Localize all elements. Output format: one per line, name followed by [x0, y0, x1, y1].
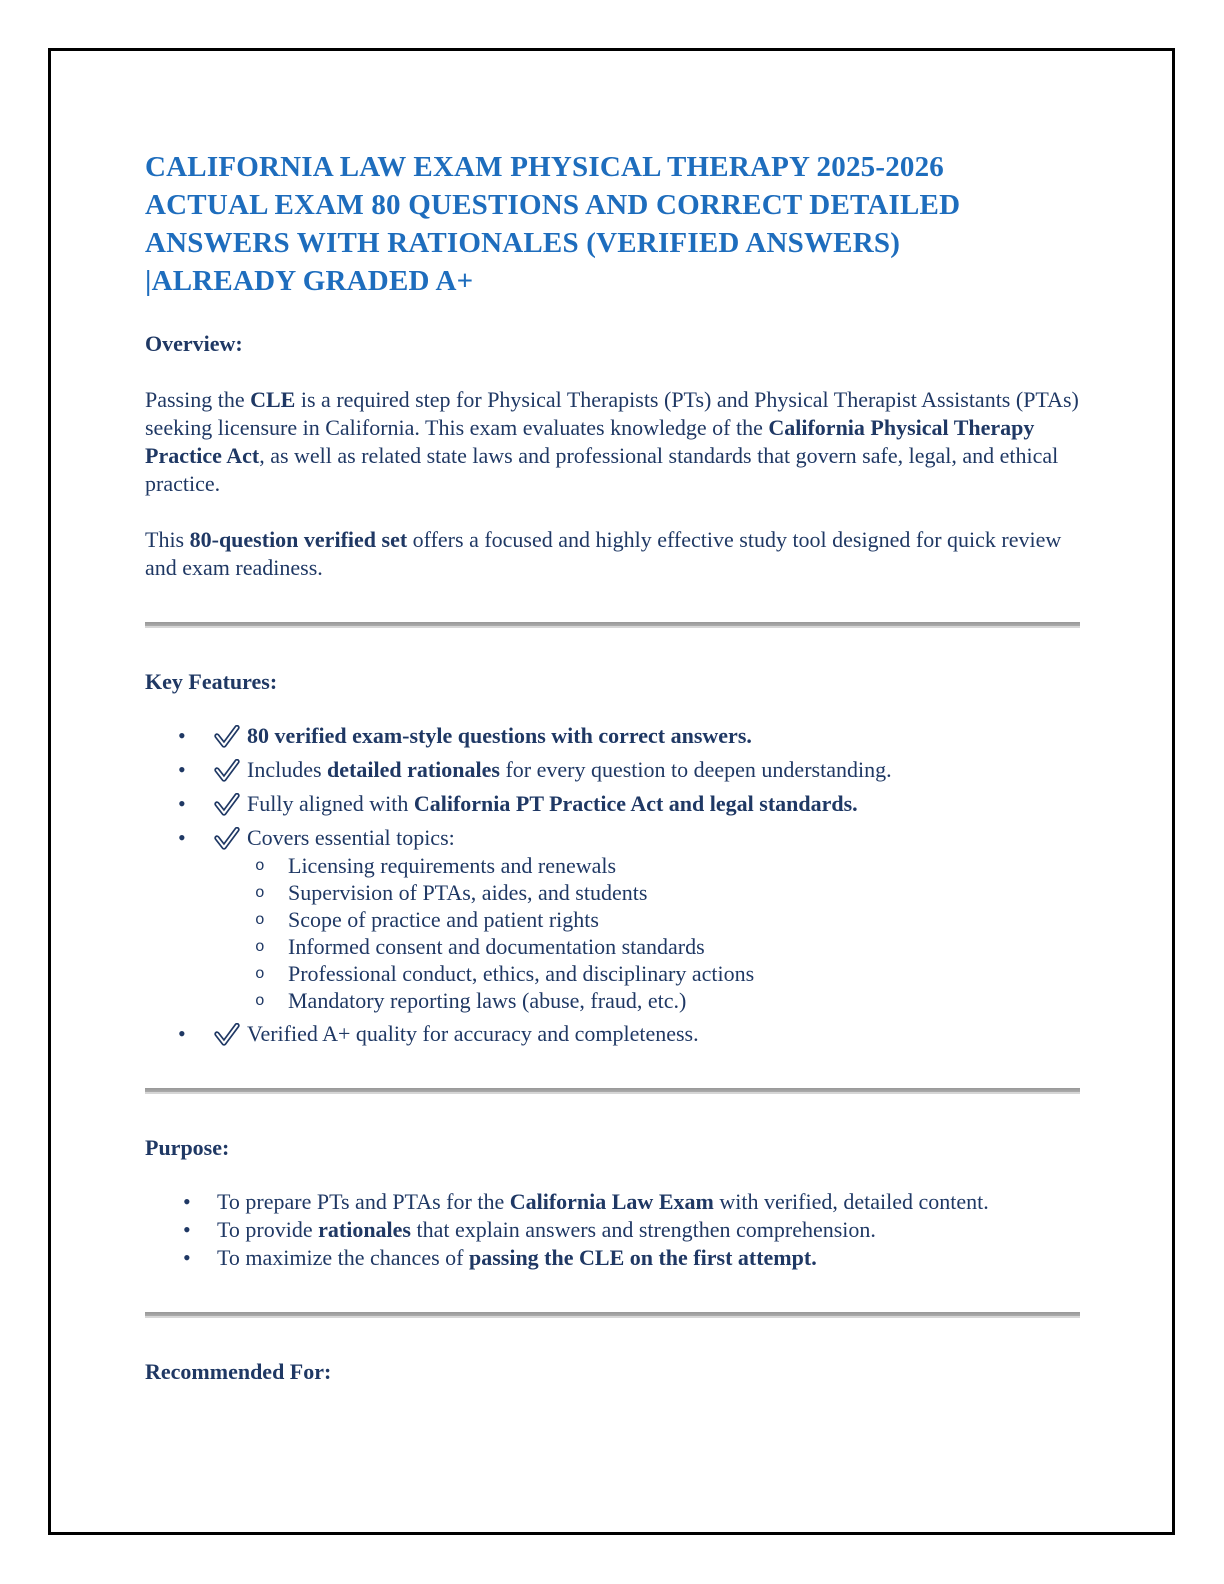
- purpose-text: To provide rationales that explain answers and strengthen comprehension.: [217, 1217, 876, 1242]
- document-page: [51, 51, 1172, 1532]
- purpose-item: [145, 1244, 1080, 1272]
- key-features-heading: Key Features:: [145, 669, 278, 694]
- check-icon: [213, 827, 241, 850]
- bullet-marker: •: [183, 1245, 191, 1270]
- subtopic-text: Informed consent and documentation standards: [288, 934, 705, 959]
- sub-bullet-marker: o: [255, 884, 265, 902]
- feature-item: [145, 756, 1080, 784]
- sub-bullet-marker: o: [255, 965, 265, 983]
- page-border: [48, 48, 1175, 1535]
- bullet-marker: •: [183, 1189, 191, 1214]
- purpose-item: [145, 1188, 1080, 1216]
- feature-text: Includes detailed rationales for every question to deepen understanding.: [247, 757, 892, 782]
- sub-bullet-marker: o: [255, 911, 265, 929]
- bullet-marker: •: [183, 1217, 191, 1242]
- feature-text: Verified A+ quality for accuracy and completeness.: [247, 1021, 699, 1046]
- purpose-list: [145, 1188, 1080, 1272]
- feature-item: [145, 790, 1080, 818]
- check-icon: [213, 759, 241, 782]
- document-title: [145, 148, 1080, 300]
- overview-paragraph-2: This 80-question verified set offers a focused and highly effective study tool designed for quick review and exam readiness.: [145, 527, 1062, 580]
- section-divider: [145, 622, 1080, 628]
- sub-bullet-marker: o: [255, 992, 265, 1010]
- bullet-marker: •: [178, 1021, 186, 1046]
- subtopic-item: [247, 933, 1080, 960]
- feature-item: [145, 722, 1080, 750]
- feature-item: [145, 1020, 1080, 1048]
- feature-text: Covers essential topics:: [247, 825, 455, 850]
- bullet-marker: •: [178, 825, 186, 850]
- purpose-heading: Purpose:: [145, 1135, 230, 1160]
- title-line: |ALREADY GRADED A+: [145, 265, 474, 297]
- overview-paragraph-1: Passing the CLE is a required step for Physical Therapists (PTs) and Physical Therapist Assistants (PTAs) seeking licensure in California. This exam evaluates knowledge of the California Physical Therapy Practice Act, as well as related state laws and professional standards that govern safe, legal, and ethical practice.: [145, 387, 1079, 496]
- subtopic-item: [247, 879, 1080, 906]
- subtopic-text: Supervision of PTAs, aides, and students: [288, 880, 648, 905]
- subtopic-text: Professional conduct, ethics, and disciplinary actions: [288, 961, 755, 986]
- section-divider: [145, 1088, 1080, 1094]
- title-line: ANSWERS WITH RATIONALES (VERIFIED ANSWERS): [145, 227, 901, 259]
- check-icon: [213, 1023, 241, 1046]
- title-line: CALIFORNIA LAW EXAM PHYSICAL THERAPY 2025-2026: [145, 151, 944, 183]
- check-icon: [213, 793, 241, 816]
- purpose-text: To prepare PTs and PTAs for the California Law Exam with verified, detailed content.: [217, 1189, 989, 1214]
- subtopic-item: [247, 852, 1080, 879]
- feature-text: Fully aligned with California PT Practice Act and legal standards.: [247, 791, 858, 816]
- recommended-for-heading: Recommended For:: [145, 1359, 332, 1384]
- overview-heading: Overview:: [145, 331, 243, 356]
- bullet-marker: •: [178, 757, 186, 782]
- purpose-item: [145, 1216, 1080, 1244]
- subtopic-text: Scope of practice and patient rights: [288, 907, 599, 932]
- purpose-text: To maximize the chances of passing the CLE on the first attempt.: [217, 1245, 817, 1270]
- subtopic-item: [247, 987, 1080, 1014]
- feature-text: 80 verified exam-style questions with correct answers.: [247, 723, 752, 748]
- check-icon: [213, 725, 241, 748]
- bullet-marker: •: [178, 791, 186, 816]
- subtopic-text: Mandatory reporting laws (abuse, fraud, etc.): [288, 988, 687, 1013]
- feature-item: [145, 824, 1080, 1014]
- title-line: ACTUAL EXAM 80 QUESTIONS AND CORRECT DETAILED: [145, 189, 961, 221]
- subtopics-list: [247, 852, 1080, 1014]
- subtopic-item: [247, 960, 1080, 987]
- subtopic-item: [247, 906, 1080, 933]
- bullet-marker: •: [178, 723, 186, 748]
- features-list: [145, 722, 1080, 1048]
- sub-bullet-marker: o: [255, 857, 265, 875]
- subtopic-text: Licensing requirements and renewals: [288, 853, 617, 878]
- section-divider: [145, 1312, 1080, 1318]
- sub-bullet-marker: o: [255, 938, 265, 956]
